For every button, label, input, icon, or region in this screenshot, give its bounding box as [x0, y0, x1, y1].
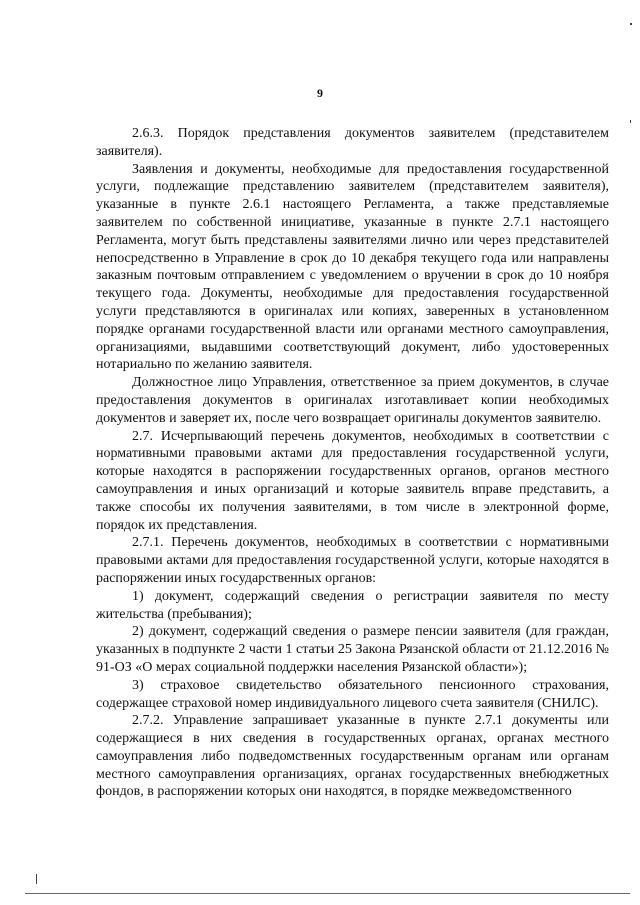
document-body	[96, 125, 609, 801]
list-item-1: 1) документ, содержащий сведения о регистрации заявителя по месту жительства (пребывания);	[96, 588, 609, 622]
page-number: 9	[317, 86, 323, 100]
list-item-3: 3) страховое свидетельство обязательного пенсионного страхования, содержащее страховой номер индивидуального лицевого счета заявителя (СНИЛС).	[96, 677, 609, 711]
paragraph-2-7-2: 2.7.2. Управление запрашивает указанные в пункте 2.7.1 документы или содержащиеся в них сведения в государственных органах, органах местного самоуправления либо подведомственных государственным органам или органам местного самоуправления организациях, органах государственных внебюджетных фондов, в распоряжении которых они находятся, в порядке межведомственного	[96, 713, 609, 800]
paragraph-2-7: 2.7. Исчерпывающий перечень документов, необходимых в соответствии с нормативными правовыми актами для предоставления государственной услуги, которые находятся в распоряжении государственных органов, органов местного самоуправления и иных организаций и которые заявитель вправе представить, а также способы их получения заявителями, в том числе в электронной форме, порядок их представления.	[96, 428, 609, 533]
paragraph-2-7-1: 2.7.1. Перечень документов, необходимых в соответствии с нормативными правовыми актами для предоставления государственной услуги, которые находятся в распоряжении иных государственных органов:	[96, 535, 609, 586]
paragraph-applications: Заявления и документы, необходимые для предоставления государственной услуги, подлежащие представлению заявителем (представителем заявителя), указанные в пункте 2.6.1 настоящего Регламента, а также представляемые заявителем по собственной инициативе, указанные в пункте 2.7.1 настоящего Регламента, могут быть представлены заявителями лично или через представителей непосредственно в Управление в срок до 10 декабря текущего года или направлены заказным почтовым отправлением с уведомлением о вручении в срок до 10 ноября текущего года. Документы, необходимые для предоставления государственной услуги представляются в оригиналах или копиях, заверенных в установленном порядке органами государственной власти или органами местного самоуправления, организациями, выдавшими соответствующий документ, либо удостоверенных нотариально по желанию заявителя.	[96, 161, 609, 373]
paragraph-official: Должностное лицо Управления, ответственное за прием документов, в случае предоставления документов в оригиналах изготавливает копии необходимых документов и заверяет их, после чего возвращает оригиналы документов заявителю.	[96, 375, 609, 426]
paragraph-2-6-3: 2.6.3. Порядок представления документов заявителем (представителем заявителя).	[96, 126, 609, 159]
scan-speck	[36, 874, 37, 884]
scan-speck	[630, 23, 632, 25]
scan-edge-line	[25, 893, 630, 894]
list-item-2: 2) документ, содержащий сведения о размере пенсии заявителя (для граждан, указанных в подпункте 2 части 1 статьи 25 Закона Рязанской области от 21.12.2016 № 91-ОЗ «О мерах социальной поддержки населения Рязанской области»);	[96, 624, 609, 675]
scan-speck	[630, 120, 631, 123]
